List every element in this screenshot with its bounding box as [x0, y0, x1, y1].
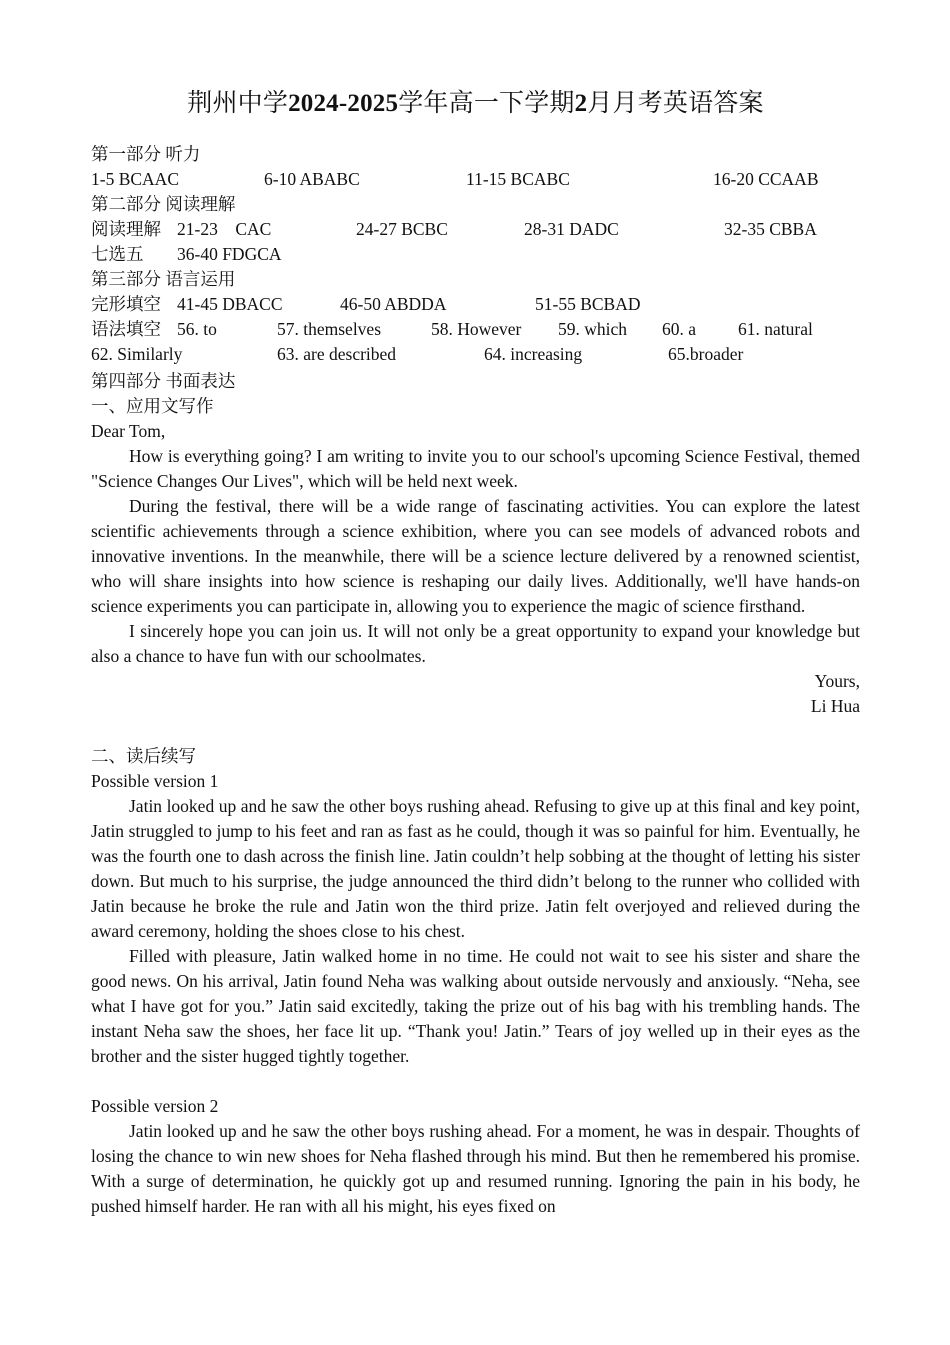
answer-item: 65.broader	[668, 344, 744, 364]
answer-sheet-page	[91, 86, 860, 1219]
answer-item: 58. However	[431, 319, 522, 339]
story-paragraph: Jatin looked up and he saw the other boys rushing ahead. For a moment, he was in despair. Thoughts of losing the chance to win new shoes for Neha flashed through his mind. But then he remembered his promise. With a surge of determination, he quickly got up and resumed running. Ignoring the pain in his body, he pushed himself harder. He ran with all his might, his eyes fixed on	[91, 1121, 860, 1216]
cloze-label: 完形填空	[91, 294, 161, 314]
version1-label: Possible version 1	[91, 771, 219, 791]
title-year: 2024-2025	[288, 90, 399, 117]
title-month: 2	[574, 90, 588, 117]
part2-heading: 第二部分 阅读理解	[91, 194, 236, 214]
title-suffix: 月月考英语答案	[587, 90, 764, 117]
part1-heading: 第一部分 听力	[91, 144, 201, 164]
answer-item: 59. which	[558, 319, 628, 339]
seven-label: 七选五	[91, 244, 144, 264]
letter-paragraph: How is everything going? I am writing to invite you to our school's upcoming Science Festival, themed "Science Changes Our Lives", which will be held next week.	[91, 446, 860, 491]
answer-group: 21-23 CAC	[177, 219, 272, 239]
writing2-heading: 二、读后续写	[91, 746, 196, 766]
story-paragraph: Filled with pleasure, Jatin walked home in no time. He could not wait to see his sister and share the good news. On his arrival, Jatin found Neha was walking about outside nervously and anxiously. “Neha, see what I have got for you.” Jatin said excitedly, taking the prize out of his bag with his trembling hands. The instant Neha saw the shoes, her face lit up. “Thank you! Jatin.” Tears of joy welled up in their eyes as the brother and the sister hugged tightly together.	[91, 946, 860, 1066]
answer-group: 11-15 BCABC	[466, 169, 570, 189]
answer-item: 64. increasing	[484, 344, 583, 364]
reading-label: 阅读理解	[91, 219, 161, 239]
letter-closing: Yours,	[814, 671, 860, 691]
grammar-label: 语法填空	[91, 319, 161, 339]
grammar-answers-row-1	[91, 317, 860, 342]
part4-heading: 第四部分 书面表达	[91, 371, 236, 391]
answer-group: 24-27 BCBC	[356, 219, 448, 239]
answer-group: 28-31 DADC	[524, 219, 619, 239]
answer-group: 16-20 CCAAB	[713, 169, 819, 189]
answer-group: 41-45 DBACC	[177, 294, 283, 314]
answer-group: 32-35 CBBA	[724, 219, 817, 239]
answer-group: 46-50 ABDDA	[340, 294, 447, 314]
answer-group: 6-10 ABABC	[264, 169, 360, 189]
letter-signature: Li Hua	[810, 696, 860, 716]
letter-greeting: Dear Tom,	[91, 421, 166, 441]
title-school: 荆州中学	[187, 90, 289, 117]
story-paragraph: Jatin looked up and he saw the other boys rushing ahead. Refusing to give up at this final and key point, Jatin struggled to jump to his feet and ran as fast as he could, though it was so painful for him. Eventually, he was the fourth one to dash across the finish line. Jatin couldn’t help sobbing at the thought of letting his sister down. But much to his surprise, the judge announced the third didn’t belong to the runner who collided with Jatin because he broke the rule and Jatin won the third prize. Jatin felt overjoyed and relieved during the award ceremony, holding the shoes close to his chest.	[91, 796, 860, 941]
version2-label: Possible version 2	[91, 1096, 219, 1116]
answer-item: 60. a	[662, 319, 697, 339]
answer-group: 1-5 BCAAC	[91, 169, 179, 189]
answer-item: 61. natural	[738, 319, 813, 339]
answer-group: 51-55 BCBAD	[535, 294, 641, 314]
part1-answers-row	[91, 167, 860, 192]
letter-paragraph: During the festival, there will be a wide range of fascinating activities. You can explore the latest scientific achievements through a science exhibition, where you can see models of advanced robots and innovative inventions. In the meanwhile, there will be a science lecture delivered by a renowned scientist, who will share insights into how science is reshaping our daily lives. Additionally, we'll have hands-on science experiments you can participate in, allowing you to experience the magic of science firsthand.	[91, 496, 860, 616]
part3-heading: 第三部分 语言运用	[91, 269, 236, 289]
letter-paragraph: I sincerely hope you can join us. It will not only be a great opportunity to expand your knowledge but also a chance to have fun with our schoolmates.	[91, 621, 860, 666]
answer-group: 36-40 FDGCA	[177, 244, 282, 264]
reading-answers-row	[91, 217, 860, 242]
answer-item: 62. Similarly	[91, 344, 183, 364]
answer-item: 56. to	[177, 319, 217, 339]
title-middle: 学年高一下学期	[398, 90, 575, 117]
seven-choose-five-row	[91, 242, 860, 267]
writing1-heading: 一、应用文写作	[91, 396, 214, 416]
grammar-answers-row-2	[91, 342, 860, 367]
cloze-answers-row	[91, 292, 860, 317]
answer-item: 63. are described	[277, 344, 397, 364]
page-title	[91, 86, 860, 122]
answer-item: 57. themselves	[277, 319, 382, 339]
